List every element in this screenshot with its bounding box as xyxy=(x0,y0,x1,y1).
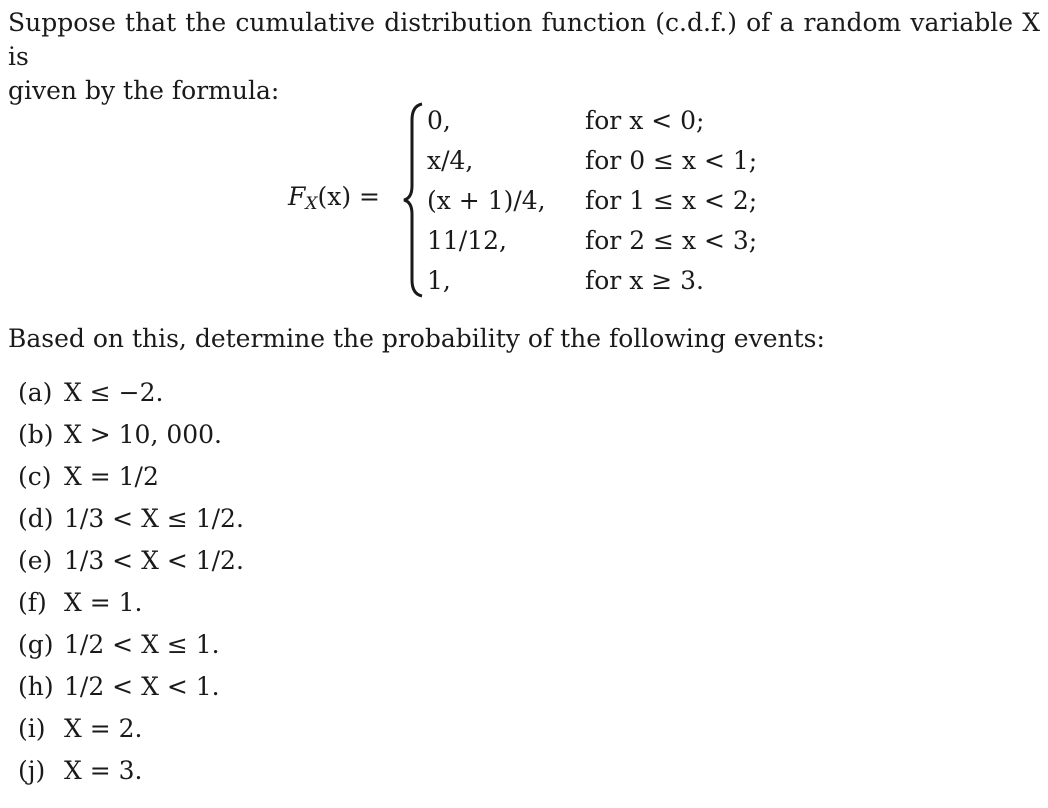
item-text: X = 3. xyxy=(64,756,143,785)
formula-argument: (x) = xyxy=(317,182,380,211)
item-label: (d) xyxy=(18,504,54,533)
item-label: (c) xyxy=(18,462,52,491)
list-item xyxy=(18,460,244,502)
list-item xyxy=(18,712,244,754)
intro-line-1: Suppose that the cumulative distribution function (c.d.f.) of a random variable X is xyxy=(8,8,1040,71)
list-item xyxy=(18,544,244,586)
list-item xyxy=(18,502,244,544)
item-label: (h) xyxy=(18,672,54,701)
item-text: X = 2. xyxy=(64,714,143,743)
formula-function-name: F xyxy=(288,182,306,211)
item-label: (a) xyxy=(18,378,53,407)
item-text: X > 10, 000. xyxy=(64,420,223,449)
item-label: (e) xyxy=(18,546,53,575)
left-brace-icon xyxy=(400,102,426,298)
cases-conditions xyxy=(585,104,757,304)
list-item xyxy=(18,418,244,460)
item-text: X = 1/2 xyxy=(64,462,159,491)
cases-values xyxy=(427,104,546,304)
item-label: (f) xyxy=(18,588,47,617)
item-label: (b) xyxy=(18,420,54,449)
list-item xyxy=(18,376,244,418)
case-condition: for 1 ≤ x < 2; xyxy=(585,186,758,215)
item-label: (i) xyxy=(18,714,46,743)
question-lead: Based on this, determine the probability of the following events: xyxy=(8,324,825,353)
formula-subscript: X xyxy=(305,194,318,214)
item-text: X = 1. xyxy=(64,588,143,617)
item-text: X ≤ −2. xyxy=(64,378,164,407)
intro-line-2: given by the formula: xyxy=(8,76,280,105)
case-condition: for x ≥ 3. xyxy=(585,266,704,295)
item-text: 1/2 < X ≤ 1. xyxy=(64,630,220,659)
problem-intro xyxy=(8,6,1040,108)
list-item xyxy=(18,628,244,670)
case-value: 1, xyxy=(427,266,451,295)
case-value: 11/12, xyxy=(427,226,507,255)
case-value: 0, xyxy=(427,106,451,135)
formula-lhs xyxy=(288,182,380,214)
item-text: 1/3 < X < 1/2. xyxy=(64,546,244,575)
item-label: (j) xyxy=(18,756,46,785)
case-value: (x + 1)/4, xyxy=(427,186,546,215)
cdf-formula xyxy=(0,100,1048,300)
case-value: x/4, xyxy=(427,146,474,175)
case-condition: for 0 ≤ x < 1; xyxy=(585,146,758,175)
item-label: (g) xyxy=(18,630,54,659)
list-item xyxy=(18,670,244,712)
event-list xyxy=(18,376,244,796)
item-text: 1/3 < X ≤ 1/2. xyxy=(64,504,244,533)
list-item xyxy=(18,754,244,796)
item-text: 1/2 < X < 1. xyxy=(64,672,220,701)
case-condition: for 2 ≤ x < 3; xyxy=(585,226,758,255)
case-condition: for x < 0; xyxy=(585,106,705,135)
list-item xyxy=(18,586,244,628)
